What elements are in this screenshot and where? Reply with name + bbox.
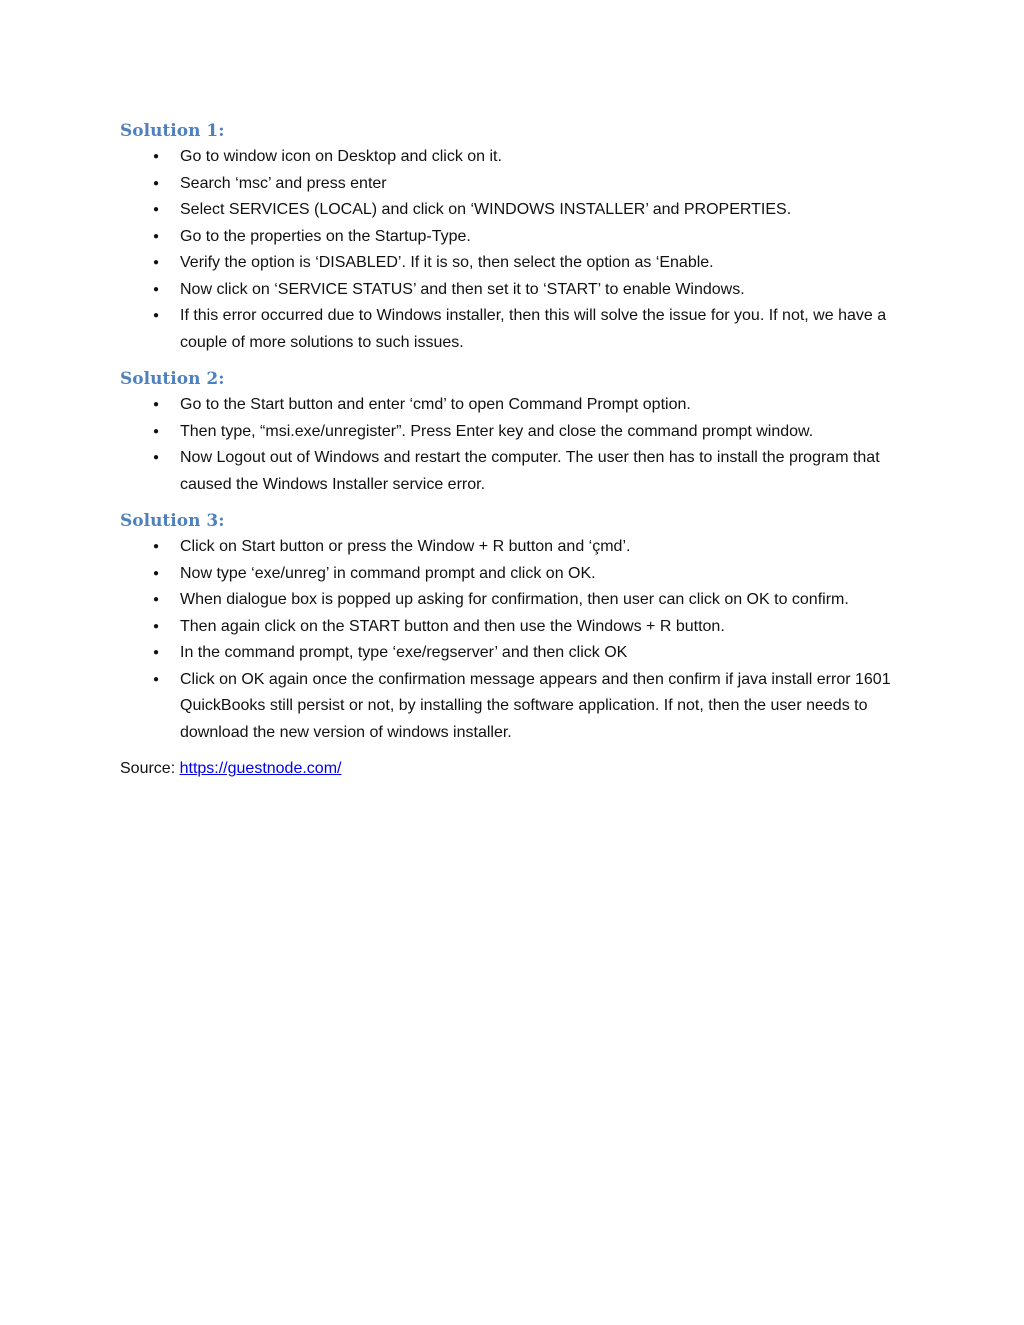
list-item [120,171,910,198]
list-item [120,614,910,641]
list-item [120,144,910,171]
list-item [120,419,910,446]
list-item [120,277,910,304]
list-item [120,392,910,419]
source-line [120,756,910,782]
bullet-icon [150,224,162,253]
step-text: Go to the Start button and enter ‘cmd’ to open Command Prompt option. [180,396,691,413]
bullet-icon [150,197,162,226]
bullet-icon [150,303,162,332]
solution-section-2 [120,366,910,498]
list-item [120,561,910,588]
step-text: In the command prompt, type ‘exe/regserver’ and then click OK [180,644,628,661]
section-heading: Solution 3: [120,511,225,531]
bullet-icon [150,445,162,474]
step-text: Go to window icon on Desktop and click on it. [180,148,502,165]
bullet-icon [150,667,162,696]
step-text: Click on OK again once the confirmation message appears and then confirm if java install error 1601 QuickBooks still persist or not, by installing the software application. If not, then the user needs to download the new version of windows installer. [180,670,891,741]
step-list [120,534,910,746]
step-text: Go to the properties on the Startup-Type. [180,227,471,245]
list-item [120,667,910,747]
bullet-icon [150,614,162,643]
bullet-icon [150,277,162,306]
source-label: Source: [120,760,180,777]
step-text: Search ‘msc’ and press enter [180,174,387,192]
step-text: Verify the option is ‘DISABLED’. If it is so, then select the option as ‘Enable. [180,254,714,271]
section-heading: Solution 1: [120,121,225,141]
bullet-icon [150,534,162,563]
step-text: Click on Start button or press the Window + R button and ‘çmd’. [180,538,631,555]
bullet-icon [150,171,162,200]
step-list [120,144,910,356]
bullet-icon [150,250,162,279]
step-text: Now click on ‘SERVICE STATUS’ and then set it to ‘START’ to enable Windows. [180,280,745,298]
list-item [120,640,910,667]
bullet-icon [150,419,162,448]
step-text: When dialogue box is popped up asking for confirmation, then user can click on OK to confirm. [180,591,849,608]
list-item [120,534,910,561]
bullet-icon [150,640,162,669]
step-list [120,392,910,498]
bullet-icon [150,144,162,173]
solution-section-3 [120,508,910,746]
bullet-icon [150,561,162,590]
step-text: Then type, “msi.exe/unregister”. Press Enter key and close the command prompt window. [180,422,814,440]
list-item [120,445,910,498]
list-item [120,250,910,277]
step-text: Then again click on the START button and then use the Windows + R button. [180,617,725,635]
solution-section-1 [120,118,910,356]
list-item [120,587,910,614]
step-text: Now type ‘exe/unreg’ in command prompt and click on OK. [180,564,596,582]
list-item [120,303,910,356]
list-item [120,224,910,251]
bullet-icon [150,392,162,421]
section-heading: Solution 2: [120,369,225,389]
step-text: If this error occurred due to Windows installer, then this will solve the issue for you. If not, we have a couple of more solutions to such issues. [180,307,887,351]
document-body [120,118,910,798]
step-text: Select SERVICES (LOCAL) and click on ‘WINDOWS INSTALLER’ and PROPERTIES. [180,201,792,218]
bullet-icon [150,587,162,616]
step-text: Now Logout out of Windows and restart the computer. The user then has to install the program that caused the Windows Installer service error. [180,449,880,493]
source-link[interactable]: https://guestnode.com/ [179,760,342,777]
list-item [120,197,910,224]
